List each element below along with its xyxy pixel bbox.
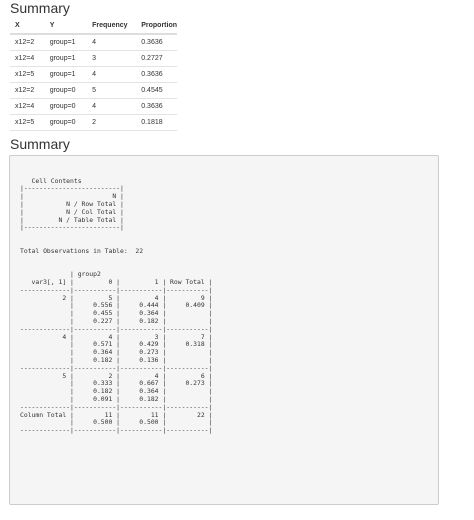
cell-proportion: 0.1818	[136, 115, 177, 131]
table-row	[10, 67, 177, 83]
column-header-frequency: Frequency	[87, 17, 136, 34]
table-row	[10, 51, 177, 67]
cell-y: group=0	[45, 83, 87, 99]
column-header-x: X	[10, 17, 45, 34]
cell-proportion: 0.3636	[136, 34, 177, 51]
column-header-y: Y	[45, 17, 87, 34]
cell-proportion: 0.2727	[136, 51, 177, 67]
table-row	[10, 115, 177, 131]
cell-frequency: 3	[87, 51, 136, 67]
cell-proportion: 0.3636	[136, 67, 177, 83]
cell-x: x12=5	[10, 115, 45, 131]
cell-x: x12=4	[10, 51, 45, 67]
cell-frequency: 4	[87, 99, 136, 115]
cell-y: group=0	[45, 115, 87, 131]
cell-y: group=1	[45, 34, 87, 51]
cell-frequency: 4	[87, 67, 136, 83]
cell-x: x12=4	[10, 99, 45, 115]
cell-frequency: 4	[87, 34, 136, 51]
table-header-row	[10, 17, 177, 34]
cell-frequency: 2	[87, 115, 136, 131]
table-row	[10, 34, 177, 51]
cell-proportion: 0.3636	[136, 99, 177, 115]
cell-x: x12=2	[10, 83, 45, 99]
table-row	[10, 83, 177, 99]
cell-x: x12=5	[10, 67, 45, 83]
cell-y: group=1	[45, 51, 87, 67]
cell-proportion: 0.4545	[136, 83, 177, 99]
cell-y: group=0	[45, 99, 87, 115]
crosstab-title: Summary	[10, 136, 70, 152]
frequency-table	[10, 17, 177, 131]
crosstab-output: Cell Contents |-------------------------| | N | | N / Row Total | | N / Col Total | | N / Table Total | |-------------------------| Total Observations in Table: 22 | group2 var3[, 1] | 0 | 1 | Row Total | -------------|-----------|-----------|-----------| 2 | 5 | 4 | 9 | | 0.556 | 0.444 | 0.409 | | 0.455 | 0.364 | | | 0.227 | 0.182 | | -------------|-----------|-----------|-----------| 4 | 4 | 3 | 7 | | 0.571 | 0.429 | 0.318 | | 0.364 | 0.273 | | | 0.182 | 0.136 | | -------------|-----------|-----------|-----------| 5 | 2 | 4 | 6 | | 0.333 | 0.667 | 0.273 | | 0.182 | 0.364 | | | 0.091 | 0.182 | | -------------|-----------|-----------|-----------| Column Total | 11 | 11 | 22 | | 0.500 | 0.500 | | -------------|-----------|-----------|-----------|	[9, 155, 439, 505]
cell-x: x12=2	[10, 34, 45, 51]
cell-y: group=1	[45, 67, 87, 83]
column-header-proportion: Proportion	[136, 17, 177, 34]
cell-frequency: 5	[87, 83, 136, 99]
table-row	[10, 99, 177, 115]
summary-title: Summary	[10, 0, 70, 16]
